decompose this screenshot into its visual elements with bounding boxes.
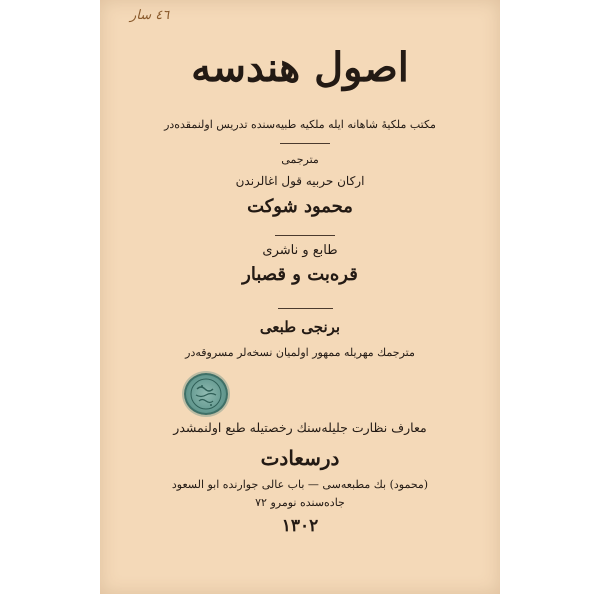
seal-stamp xyxy=(184,373,228,415)
city-name: درسعادت xyxy=(260,446,340,470)
translator-label: مترجمی xyxy=(281,153,319,166)
translator-name: محمود شوکت xyxy=(247,196,353,217)
edition-label: برنجی طبعی xyxy=(259,318,341,336)
divider-3 xyxy=(278,308,333,309)
printer-line: (محمود) بك مطبعه‌سی — باب عالی جوارنده ابو السعود xyxy=(171,478,429,491)
title-page xyxy=(100,0,500,594)
publisher-name: قره‌بت و قصبار xyxy=(242,264,358,285)
divider-1 xyxy=(280,143,330,144)
publication-year: ۱۳۰۲ xyxy=(281,516,319,536)
translator-rank: ارکان حربیه قول اغالرندن xyxy=(235,174,365,188)
edition-note: مترجمك مهریله ممهور اولمیان نسخه‌لر مسروقه‌در xyxy=(185,346,415,359)
publisher-label: طابع و ناشری xyxy=(262,243,338,258)
divider-2 xyxy=(275,235,335,236)
handwritten-note: ٤٦ سار xyxy=(130,8,170,23)
book-subtitle: مکتب ملکیهٔ شاهانه ایله ملکیه طبیه‌سنده تدریس اولنمقده‌در xyxy=(164,118,436,131)
permission-line: معارف نظارت جلیله‌سنك رخصتیله طبع اولنمشدر xyxy=(173,420,427,435)
book-title: اصول هندسه xyxy=(191,44,409,91)
printer-street: جاده‌سنده نومرو ۷۲ xyxy=(255,496,345,509)
